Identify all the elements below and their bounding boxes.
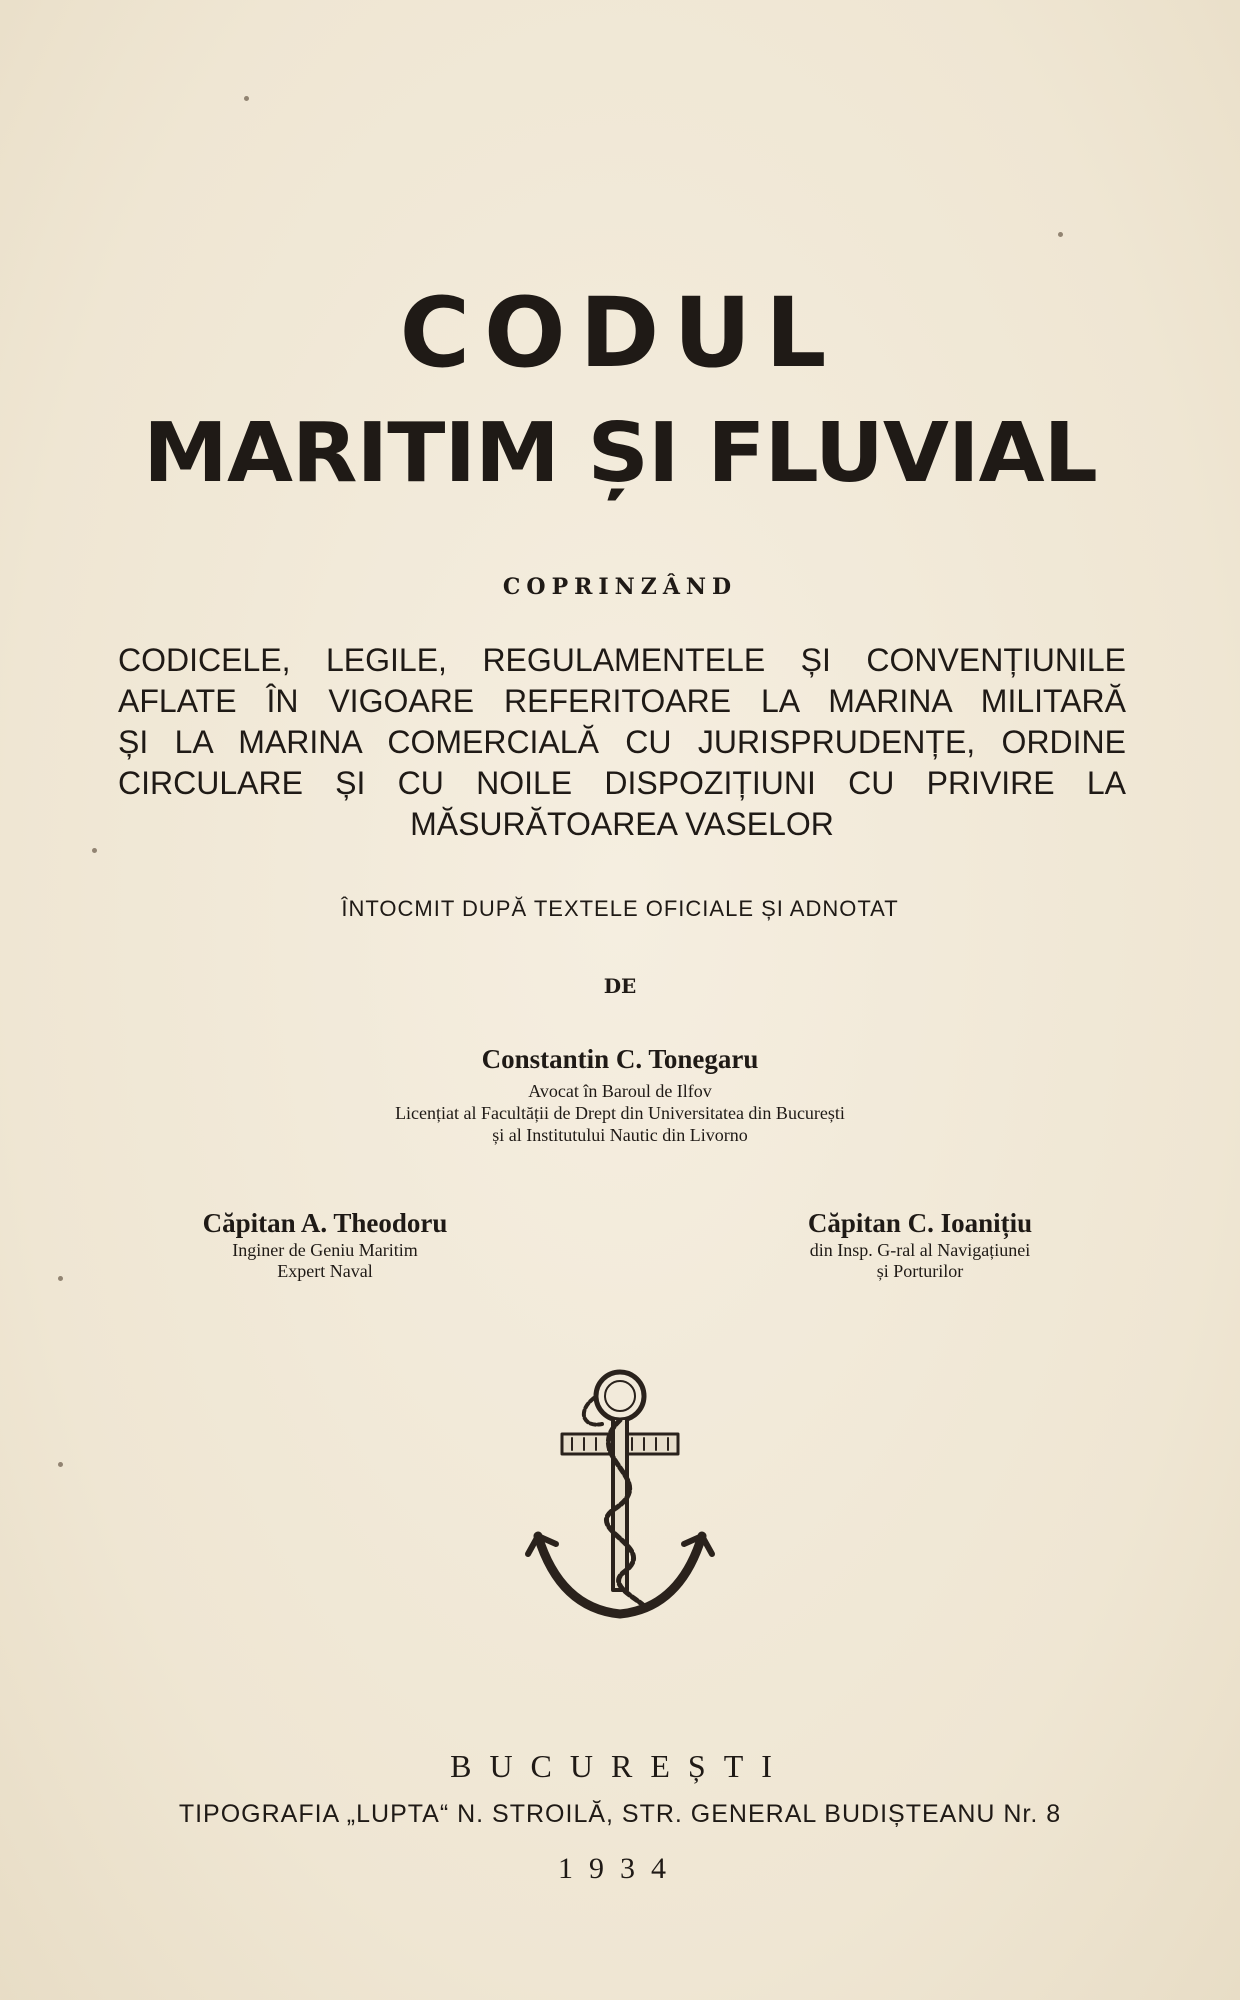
title-maritim-si-fluvial: MARITIM ȘI FLUVIAL bbox=[143, 406, 1097, 501]
description-line: AFLATE ÎN VIGOARE REFERITOARE LA MARINA MILITARĂ bbox=[118, 683, 1126, 719]
paper-speck bbox=[1058, 232, 1063, 237]
publication-year: 1934 bbox=[558, 1852, 682, 1885]
description-line: CODICELE, LEGILE, REGULAMENTELE ȘI CONVENȚIUNILE bbox=[118, 642, 1126, 678]
description-line: MĂSURĂTOAREA VASELOR bbox=[410, 806, 834, 842]
title-codul: CODUL bbox=[399, 277, 841, 389]
paper-speck bbox=[58, 1462, 63, 1467]
paper-speck bbox=[92, 848, 97, 853]
coauthor-left-credential: Expert Naval bbox=[277, 1261, 373, 1281]
coauthor-left-name: Căpitan A. Theodoru bbox=[202, 1208, 448, 1238]
main-author-credential: Licențiat al Facultății de Drept din Universitatea din București bbox=[395, 1103, 845, 1123]
coauthor-right-name: Căpitan C. Ioanițiu bbox=[807, 1208, 1033, 1238]
main-author-credential: și al Institutului Nautic din Livorno bbox=[492, 1125, 748, 1145]
publication-city: BUCUREȘTI bbox=[450, 1748, 790, 1784]
description-line: ȘI LA MARINA COMERCIALĂ CU JURISPRUDENȚE, ORDINE bbox=[118, 724, 1126, 760]
coauthor-left-credential: Inginer de Geniu Maritim bbox=[232, 1240, 418, 1260]
contents-description bbox=[118, 640, 1126, 845]
main-author-credential: Avocat în Baroul de Ilfov bbox=[528, 1081, 712, 1101]
by-label: DE bbox=[603, 974, 637, 998]
compiled-note: ÎNTOCMIT DUPĂ TEXTELE OFICIALE ȘI ADNOTAT bbox=[341, 896, 899, 921]
description-line: CIRCULARE ȘI CU NOILE DISPOZIȚIUNI CU PRIVIRE LA bbox=[118, 765, 1126, 801]
anchor-icon bbox=[520, 1358, 720, 1638]
printer-line: TIPOGRAFIA „LUPTA“ N. STROILĂ, STR. GENERAL BUDIȘTEANU Nr. 8 bbox=[178, 1800, 1062, 1828]
paper-speck bbox=[244, 96, 249, 101]
subtitle-coprinzand: COPRINZÂND bbox=[502, 574, 738, 600]
coauthor-right-credential: și Porturilor bbox=[876, 1261, 964, 1281]
coauthor-left bbox=[175, 1206, 475, 1282]
coauthor-right-credential: din Insp. G-ral al Navigațiunei bbox=[809, 1240, 1031, 1260]
coauthor-right bbox=[750, 1206, 1090, 1282]
paper-speck bbox=[58, 1276, 63, 1281]
main-author-name: Constantin C. Tonegaru bbox=[481, 1044, 759, 1074]
